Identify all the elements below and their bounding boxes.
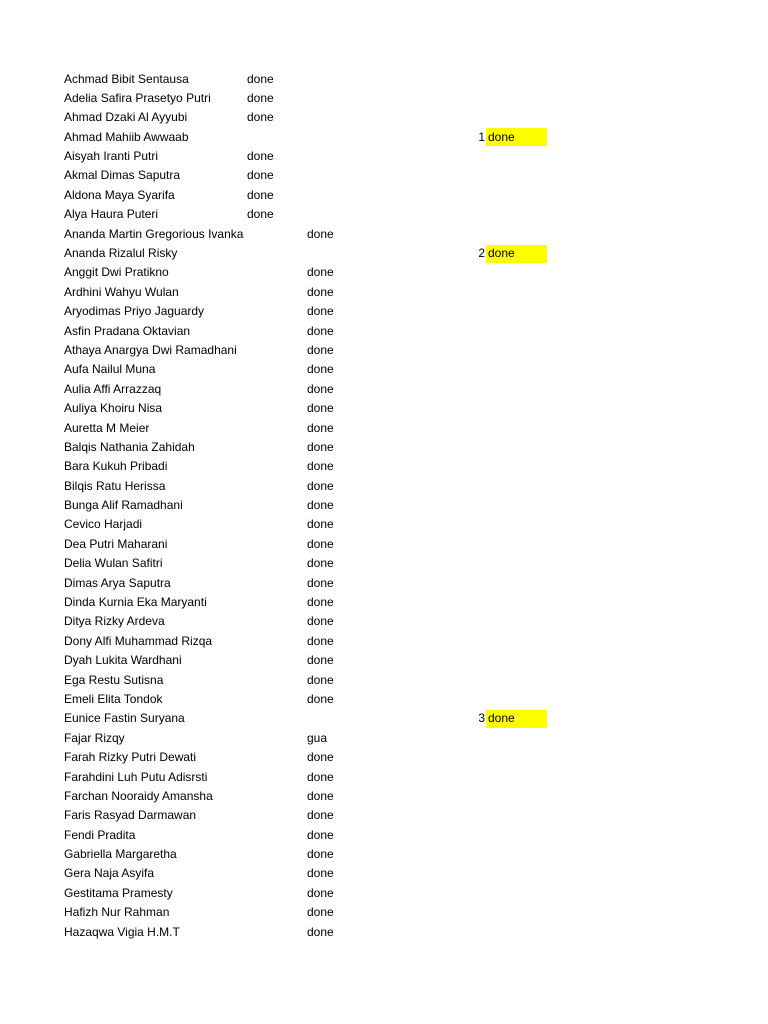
name-cell: Faris Rasyad Darmawan (64, 808, 197, 823)
table-row (0, 554, 768, 573)
table-row (0, 884, 768, 903)
name-cell: Eunice Fastin Suryana (64, 711, 185, 726)
status-cell-c: done (307, 478, 334, 493)
table-row (0, 263, 768, 282)
table-row (0, 612, 768, 631)
status-cell-highlighted: done (488, 129, 515, 144)
table-row (0, 147, 768, 166)
table-row (0, 806, 768, 825)
status-cell-c: done (307, 769, 334, 784)
table-row (0, 438, 768, 457)
name-cell: Dea Putri Maharani (64, 536, 168, 551)
name-cell: Dyah Lukita Wardhani (64, 653, 182, 668)
status-cell-c: done (307, 924, 334, 939)
status-cell-c: gua (307, 730, 328, 745)
status-cell-c: done (307, 614, 334, 629)
name-cell: Farahdini Luh Putu Adisrsti (64, 769, 208, 784)
status-cell-c: done (307, 342, 334, 357)
status-cell-c: done (307, 827, 334, 842)
status-cell-c: done (307, 575, 334, 590)
name-cell: Bara Kukuh Pribadi (64, 459, 168, 474)
status-cell-b: done (247, 187, 274, 202)
name-cell: Ditya Rizky Ardeva (64, 614, 165, 629)
name-cell: Emeli Elita Tondok (64, 691, 163, 706)
name-cell: Bunga Alif Ramadhani (64, 498, 183, 513)
status-cell-c: done (307, 885, 334, 900)
table-row (0, 903, 768, 922)
name-cell: Auliya Khoiru Nisa (64, 401, 163, 416)
status-cell-c: done (307, 595, 334, 610)
table-row (0, 864, 768, 883)
table-row (0, 690, 768, 709)
status-cell-highlighted: done (488, 711, 515, 726)
table-row (0, 496, 768, 515)
name-cell: Akmal Dimas Saputra (64, 168, 181, 183)
table-row (0, 186, 768, 205)
name-cell: Auretta M Meier (64, 420, 150, 435)
name-cell: Athaya Anargya Dwi Ramadhani (64, 342, 237, 357)
table-row (0, 515, 768, 534)
status-cell-b: done (247, 207, 274, 222)
name-cell: Anggit Dwi Pratikno (64, 265, 169, 280)
status-cell-b: done (247, 168, 274, 183)
name-cell: Farchan Nooraidy Amansha (64, 788, 213, 803)
table-row (0, 419, 768, 438)
name-cell: Hafizh Nur Rahman (64, 905, 170, 920)
name-cell: Gera Naja Asyifa (64, 866, 155, 881)
name-cell: Alya Haura Puteri (64, 207, 159, 222)
table-row (0, 768, 768, 787)
status-cell-c: done (307, 439, 334, 454)
status-cell-c: done (307, 750, 334, 765)
status-cell-c: done (307, 362, 334, 377)
status-cell-c: done (307, 556, 334, 571)
name-cell: Dimas Arya Saputra (64, 575, 171, 590)
table-row (0, 244, 768, 263)
status-cell-c: done (307, 517, 334, 532)
status-cell-c: done (307, 498, 334, 513)
name-cell: Hazaqwa Vigia H.M.T (64, 924, 180, 939)
status-cell-b: done (247, 110, 274, 125)
table-row (0, 89, 768, 108)
status-cell-c: done (307, 905, 334, 920)
status-cell-c: done (307, 633, 334, 648)
status-cell-highlighted: done (488, 246, 515, 260)
status-cell-c: done (307, 381, 334, 396)
name-cell: Balqis Nathania Zahidah (64, 439, 195, 454)
table-row (0, 729, 768, 748)
status-cell-c: done (307, 323, 334, 338)
table-row (0, 787, 768, 806)
name-cell: Aufa Nailul Muna (64, 362, 156, 377)
number-cell: 3 (478, 711, 485, 726)
table-row (0, 709, 768, 728)
table-row (0, 632, 768, 651)
table-row (0, 651, 768, 670)
name-cell: Aulia Affi Arrazzaq (64, 381, 162, 396)
table-row (0, 108, 768, 127)
status-cell-c: done (307, 808, 334, 823)
table-row (0, 128, 768, 147)
status-cell-c: done (307, 284, 334, 299)
table-row (0, 826, 768, 845)
table-row (0, 302, 768, 321)
name-cell: Dony Alfi Muhammad Rizqa (64, 633, 213, 648)
name-cell: Dinda Kurnia Eka Maryanti (64, 595, 207, 610)
table-row (0, 535, 768, 554)
status-cell-c: done (307, 653, 334, 668)
table-row (0, 205, 768, 224)
table-row (0, 845, 768, 864)
name-cell: Ahmad Mahiib Awwaab (64, 129, 189, 144)
table-row (0, 574, 768, 593)
table-row (0, 457, 768, 476)
table-row (0, 399, 768, 418)
name-cell: Gestitama Pramesty (64, 885, 173, 900)
table-row (0, 322, 768, 341)
table-row (0, 593, 768, 612)
table-row (0, 166, 768, 185)
table-row (0, 748, 768, 767)
status-cell-b: done (247, 71, 274, 86)
table-row (0, 360, 768, 379)
table-row (0, 70, 768, 89)
status-cell-c: done (307, 226, 334, 241)
name-cell: Cevico Harjadi (64, 517, 143, 532)
status-cell-c: done (307, 265, 334, 280)
status-cell-c: done (307, 847, 334, 862)
number-cell: 2 (478, 246, 485, 260)
status-cell-c: done (307, 459, 334, 474)
table-row (0, 923, 768, 942)
table-row (0, 341, 768, 360)
status-cell-c: done (307, 420, 334, 435)
table-row (0, 477, 768, 496)
status-cell-c: done (307, 672, 334, 687)
number-cell: 1 (478, 129, 485, 144)
status-cell-b: done (247, 90, 274, 105)
name-cell: Gabriella Margaretha (64, 847, 177, 862)
table-row (0, 283, 768, 302)
name-cell: Ananda Rizalul Risky (64, 246, 178, 260)
name-cell: Aldona Maya Syarifa (64, 187, 175, 202)
name-cell: Fajar Rizqy (64, 730, 125, 745)
status-cell-b: done (247, 149, 274, 164)
name-cell: Fendi Pradita (64, 827, 136, 842)
name-cell: Farah Rizky Putri Dewati (64, 750, 197, 765)
name-cell: Adelia Safira Prasetyo Putri (64, 90, 211, 105)
table-row (0, 225, 768, 244)
name-cell: Ardhini Wahyu Wulan (64, 284, 179, 299)
status-cell-c: done (307, 691, 334, 706)
status-cell-c: done (307, 304, 334, 319)
name-cell: Bilqis Ratu Herissa (64, 478, 166, 493)
name-cell: Achmad Bibit Sentausa (64, 71, 189, 86)
status-cell-c: done (307, 536, 334, 551)
name-cell: Aisyah Iranti Putri (64, 149, 159, 164)
status-cell-c: done (307, 788, 334, 803)
table-row (0, 671, 768, 690)
name-cell: Ananda Martin Gregorious Ivanka (64, 226, 244, 241)
name-cell: Delia Wulan Safitri (64, 556, 163, 571)
table-row (0, 380, 768, 399)
name-cell: Aryodimas Priyo Jaguardy (64, 304, 205, 319)
status-cell-c: done (307, 401, 334, 416)
name-cell: Asfin Pradana Oktavian (64, 323, 191, 338)
name-cell: Ahmad Dzaki Al Ayyubi (64, 110, 188, 125)
status-cell-c: done (307, 866, 334, 881)
name-cell: Ega Restu Sutisna (64, 672, 164, 687)
